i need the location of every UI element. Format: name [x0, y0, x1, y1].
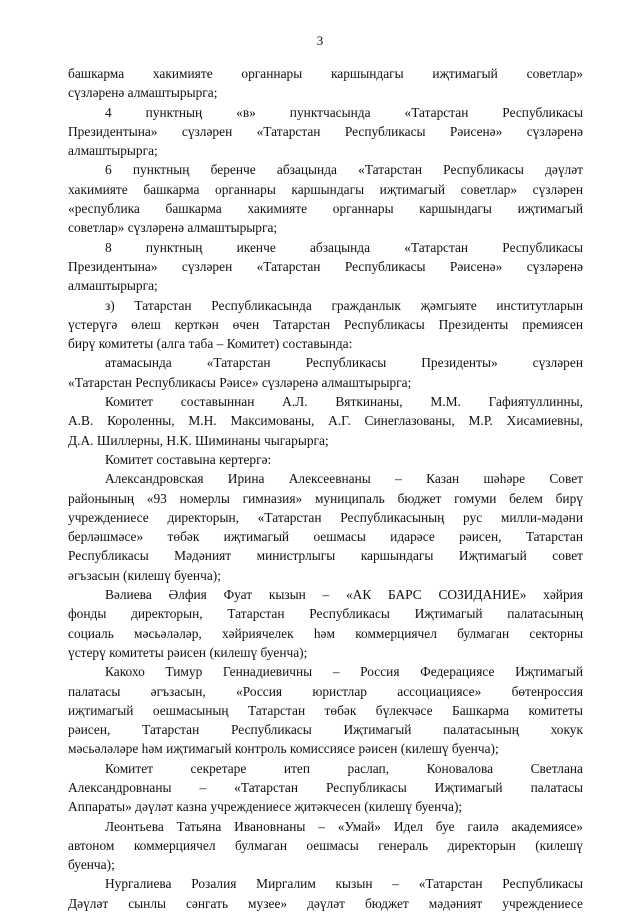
- text-line: рәисен, Татарстан Республикасы Иҗтимагый палатасының хокук: [68, 722, 583, 738]
- text-line: берләшмәсе» төбәк иҗтимагый оешмасы идарәсе рәисен, Татарстан: [68, 529, 583, 545]
- text-line: палатасы әгъзасын, «Россия юристлар ассоциациясе» бөтенроссия: [68, 683, 583, 699]
- text-line: автоном коммерциячел булмаган оешмасы генераль директорын (килешү: [68, 837, 583, 853]
- text-line: Комитет секретаре итеп раслап, Коновалова Светлана: [105, 760, 583, 776]
- text-line: Леонтьева Татьяна Ивановнаны – «Умай» Идел буе гаилә академиясе»: [105, 818, 583, 834]
- text-line: үстерү комитеты рәисен (килешү буенча);: [68, 644, 308, 660]
- document-body: [68, 64, 583, 913]
- text-line: 6 пунктның беренче абзацында «Татарстан Республикасы дәүләт: [105, 162, 583, 178]
- text-line: «республика башкарма хакимияте органнары каршындагы иҗтимагый: [68, 201, 583, 217]
- text-line: Аппараты» дәүләт казна учреждениесе җитәкчесен (килешү буенча);: [68, 799, 463, 815]
- text-line: хакимияте башкарма органнары каршындагы иҗтимагый советлар» сүзләрен: [68, 181, 583, 197]
- text-line: фонды директорын, Татарстан Республикасы Иҗтимагый палатасының: [68, 606, 583, 622]
- text-line: районының «93 номерлы гимназия» муниципаль бюджет гомуми белем бирү: [68, 490, 583, 506]
- text-line: Президентына» сүзләрен «Татарстан Республикасы Рәисенә» сүзләренә: [68, 123, 583, 139]
- text-line: Нургалиева Розалия Миргалим кызын – «Татарстан Республикасы: [105, 876, 583, 892]
- text-line: сүзләренә алмаштырырга;: [68, 85, 218, 101]
- text-line: А.В. Короленны, М.Н. Максимованы, А.Г. Синеглазованы, М.Р. Хисамиевны,: [68, 413, 583, 429]
- text-line: иҗтимагый оешмасының Татарстан төбәк бүлекчәсе Башкарма комитеты: [68, 702, 583, 718]
- text-line: Вәлиева Әлфия Фуат кызын – «АК БАРС СОЗИДАНИЕ» хәйрия: [105, 587, 583, 603]
- text-line: советлар» сүзләренә алмаштырырга;: [68, 220, 278, 236]
- text-line: бирү комитеты (алга таба – Комитет) составында:: [68, 336, 353, 352]
- page-number: 3: [316, 33, 324, 48]
- text-line: буенча);: [68, 857, 115, 873]
- text-line: атамасында «Татарстан Республикасы Президенты» сүзләрен: [105, 355, 583, 371]
- text-line: Комитет составына кертергә:: [105, 451, 272, 467]
- text-line: мәсьәләләре һәм иҗтимагый контроль комиссиясе рәисен (килешү буенча);: [68, 741, 499, 757]
- text-line: алмаштырырга;: [68, 278, 158, 294]
- text-line: «Татарстан Республикасы Рәисе» сүзләренә алмаштырырга;: [68, 374, 412, 390]
- text-line: Александровская Ирина Алексеевнаны – Казан шәһәре Совет: [105, 471, 583, 487]
- text-line: үстерүгә өлеш керткән өчен Татарстан Республикасы Президенты премиясен: [68, 316, 583, 332]
- text-line: 4 пунктның «в» пунктчасында «Татарстан Республикасы: [105, 104, 583, 120]
- text-line: Президентына» сүзләрен «Татарстан Республикасы Рәисенә» сүзләренә: [68, 258, 583, 274]
- text-line: башкарма хакимияте органнары каршындагы иҗтимагый советлар»: [68, 66, 583, 81]
- text-line: алмаштырырга;: [68, 143, 158, 159]
- text-line: учреждениесе директорын, «Татарстан Республикасының рус милли-мәдәни: [68, 509, 583, 525]
- text-line: Комитет составыннан А.Л. Вяткинаны, М.М. Гафиятуллинны,: [105, 394, 583, 410]
- text-line: Д.А. Шиллерны, Н.К. Шиминаны чыгарырга;: [68, 432, 329, 448]
- text-line: Какохо Тимур Геннадиевичны – Россия Федерациясе Иҗтимагый: [105, 664, 583, 680]
- text-line: әгъзасын (килешү буенча);: [68, 567, 221, 583]
- text-line: з) Татарстан Республикасында гражданлык җәмгыяте институтларын: [105, 297, 583, 313]
- text-line: Александровнаны – «Татарстан Республикасы Иҗтимагый палатасы: [68, 779, 583, 795]
- text-line: Республикасы Мәдәният министрлыгы каршындагы Иҗтимагый совет: [68, 548, 583, 564]
- text-line: социаль мәсьәләләр, хәйриячелек һәм коммерциячел булмаган секторны: [68, 625, 583, 641]
- text-line: Дәүләт сынлы сәнгать музее» дәүләт бюджет мәдәният учреждениесе: [68, 895, 583, 911]
- text-line: 8 пунктның икенче абзацында «Татарстан Республикасы: [105, 239, 583, 255]
